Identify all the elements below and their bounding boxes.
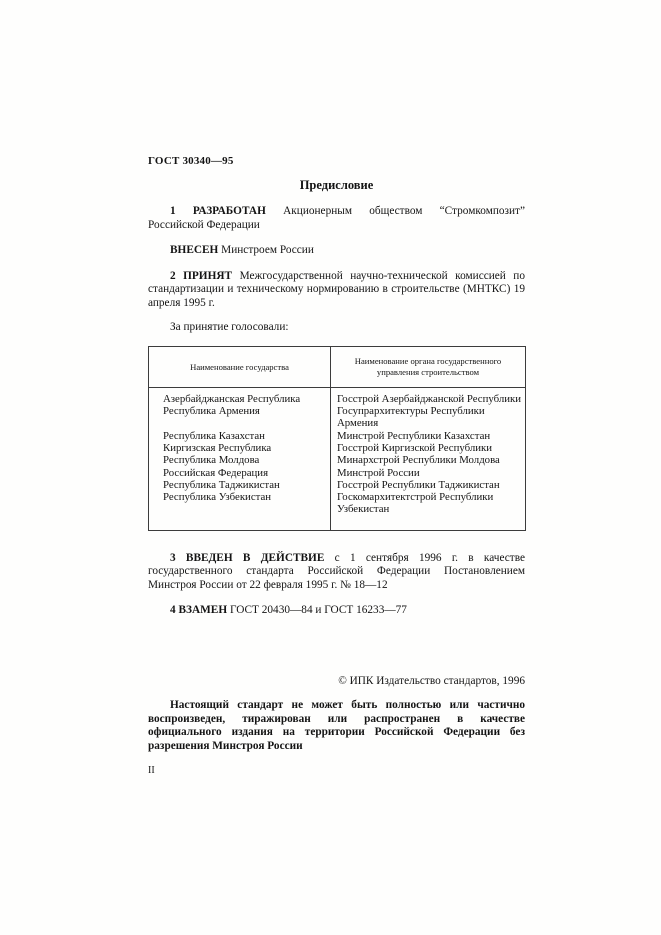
- clause-adopted-label: 2 ПРИНЯТ: [170, 269, 233, 282]
- country-cell: Республика Молдова: [149, 454, 331, 466]
- copyright-line: © ИПК Издательство стандартов, 1996: [338, 674, 525, 687]
- table-row: [149, 442, 526, 454]
- agency-cell: Минстрой Республики Казахстан: [331, 430, 526, 442]
- agency-cell: Госстрой Республики Таджикистан: [331, 479, 526, 491]
- country-cell: Республика Узбекистан: [149, 491, 331, 530]
- country-cell: Российская Федерация: [149, 467, 331, 479]
- table-row: [149, 430, 526, 442]
- country-cell: Азербайджанская Республика: [149, 387, 331, 405]
- page-number: II: [148, 765, 155, 777]
- vote-table: [148, 346, 526, 531]
- reproduction-notice: Настоящий стандарт не может быть полностью или частично воспроизведен, тиражирован или распространен в качестве официального издания на территории Российской Федерации без разрешения Минстроя России: [148, 698, 525, 753]
- country-cell: Республика Казахстан: [149, 430, 331, 442]
- vote-table-header-agency: Наименование органа государственного управления строительством: [331, 346, 526, 387]
- clause-replaces-label: 4 ВЗАМЕН: [170, 604, 228, 617]
- table-row: [149, 405, 526, 430]
- page-content: [148, 155, 525, 776]
- country-cell: Республика Таджикистан: [149, 479, 331, 491]
- vote-intro: За принятие голосовали:: [170, 321, 289, 334]
- clause-submitted-label: ВНЕСЕН: [170, 244, 219, 256]
- clause-replaces: [148, 604, 525, 618]
- clause-developed-text: Акционерным обществом “Стромкомпозит” Российской Федерации: [148, 205, 525, 231]
- country-cell: Республика Армения: [149, 405, 331, 430]
- agency-cell: Госупрархитектуры Республики Армения: [331, 405, 526, 430]
- country-cell: Киргизская Республика: [149, 442, 331, 454]
- agency-cell: Госкомархитектстрой Республики Узбекистан: [331, 491, 526, 530]
- clause-effective: [148, 552, 525, 593]
- clause-submitted-text: Минстроем России: [221, 244, 314, 256]
- clause-developed: [148, 205, 525, 232]
- clause-developed-label: 1 РАЗРАБОТАН: [170, 205, 266, 217]
- agency-cell: Госстрой Киргизской Республики: [331, 442, 526, 454]
- table-row: [149, 467, 526, 479]
- agency-cell: Минстрой России: [331, 467, 526, 479]
- clause-effective-label: 3 ВВЕДЕН В ДЕЙСТВИЕ: [170, 551, 325, 564]
- page-title: Предисловие: [299, 178, 374, 192]
- clause-adopted: [148, 270, 525, 311]
- clause-replaces-text: ГОСТ 20430—84 и ГОСТ 16233—77: [229, 604, 407, 617]
- clause-submitted: [148, 244, 525, 258]
- agency-cell: Госстрой Азербайджанской Республики: [331, 387, 526, 405]
- table-row: [149, 491, 526, 530]
- clause-adopted-text: Межгосударственной научно-технической комиссией по стандартизации и техническому нормированию в строительстве (МНТКС) 19 апреля 1995 г.: [148, 269, 525, 309]
- agency-cell: Минархстрой Республики Молдова: [331, 454, 526, 466]
- vote-table-header-state: Наименование государства: [149, 346, 331, 387]
- doc-code: ГОСТ 30340—95: [148, 155, 234, 167]
- table-row: [149, 454, 526, 466]
- table-row: [149, 479, 526, 491]
- table-row: [149, 387, 526, 405]
- clause-effective-text: с 1 сентября 1996 г. в качестве государственного стандарта Российской Федерации Постановлением Минстроя России от 22 февраля 1995 г. № 18—12: [148, 551, 525, 591]
- vote-table-header-row: [149, 346, 526, 387]
